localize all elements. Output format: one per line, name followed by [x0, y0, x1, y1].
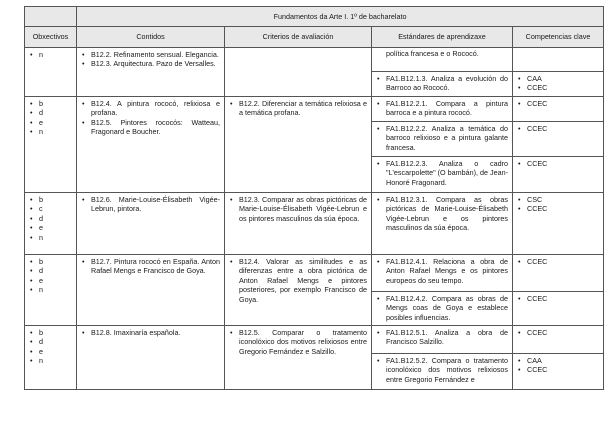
contido-item: • B12.2. Refinamento sensual. Elegancia.	[81, 50, 220, 59]
competencia-list	[517, 328, 599, 337]
competencia-item: • CAA	[517, 356, 599, 365]
contido-item: • B12.5. Pintores rococós: Watteau, Fragonard e Boucher.	[81, 118, 220, 137]
competencias-cell	[513, 48, 604, 72]
competencia-list	[517, 294, 599, 303]
obxectivo-item: • b	[29, 99, 72, 108]
contidos-cell	[77, 255, 225, 326]
obxectivo-item: • n	[29, 233, 72, 242]
header-estandares: Estándares de aprendizaxe	[372, 27, 513, 48]
table-title: Fundamentos da Arte I. 1º de bacharelato	[77, 7, 604, 27]
competencia-list	[517, 257, 599, 266]
header-criterios: Criterios de avaliación	[225, 27, 372, 48]
criterio-list	[229, 257, 367, 304]
competencia-list	[517, 195, 599, 214]
obxectivo-item: • e	[29, 118, 72, 127]
obxectivo-item: • n	[29, 285, 72, 294]
obxectivo-item: • e	[29, 223, 72, 232]
contido-list	[81, 99, 220, 137]
competencia-list	[517, 159, 599, 168]
contido-item: • B12.6. Marie-Louise-Élisabeth Vigée-Lebrun, pintora.	[81, 195, 220, 214]
competencia-list	[517, 99, 599, 108]
header-obxectivos: Obxectivos	[25, 27, 77, 48]
competencias-cell	[513, 354, 604, 390]
contido-item: • B12.3. Arquitectura. Pazo de Versalles.	[81, 59, 220, 68]
estandar-item: • FA1.B12.5.2. Compara o tratamento iconolóxico dos motivos relixiosos entre Gregorio Fernández e	[376, 356, 508, 384]
obxectivo-list	[29, 50, 72, 59]
competencia-item: • CCEC	[517, 328, 599, 337]
criterios-cell	[225, 97, 372, 193]
competencia-item: • CCEC	[517, 124, 599, 133]
competencia-item: • CSC	[517, 195, 599, 204]
header-contidos: Contidos	[77, 27, 225, 48]
obxectivos-cell	[25, 326, 77, 390]
table-row	[25, 326, 604, 354]
obxectivo-item: • b	[29, 257, 72, 266]
criterio-item: • B12.5. Comparar o tratamento iconolóxico dos motivos relixiosos entre Gregorio Fernández e Salzillo.	[229, 328, 367, 356]
competencias-cell	[513, 255, 604, 292]
competencias-cell	[513, 97, 604, 122]
competencia-item: • CCEC	[517, 294, 599, 303]
competencia-item: • CCEC	[517, 204, 599, 213]
contidos-cell	[77, 48, 225, 97]
estandar-list	[376, 328, 508, 347]
estandar-list	[376, 99, 508, 118]
estandar-cell	[372, 72, 513, 97]
curriculum-table	[24, 6, 604, 390]
estandar-list	[376, 195, 508, 233]
competencia-list	[517, 74, 599, 93]
contido-list	[81, 257, 220, 276]
contidos-cell	[77, 97, 225, 193]
estandar-cell	[372, 354, 513, 390]
obxectivos-cell	[25, 193, 77, 255]
contido-list	[81, 50, 220, 69]
criterios-cell	[225, 326, 372, 390]
estandar-item: • FA1.B12.4.1. Relaciona a obra de Anton Rafael Mengs e os pintores europeos do seu tempo.	[376, 257, 508, 285]
obxectivo-item: • d	[29, 337, 72, 346]
estandar-cell	[372, 292, 513, 326]
estandar-cell	[372, 122, 513, 157]
estandar-list	[376, 74, 508, 93]
obxectivo-item: • c	[29, 204, 72, 213]
obxectivo-item: • b	[29, 195, 72, 204]
obxectivos-cell	[25, 255, 77, 326]
contidos-cell	[77, 326, 225, 390]
contido-item: • B12.7. Pintura rococó en España. Anton Rafael Mengs e Francisco de Goya.	[81, 257, 220, 276]
obxectivo-list	[29, 257, 72, 295]
estandar-list	[376, 159, 508, 187]
estandar-cell	[372, 97, 513, 122]
obxectivo-list	[29, 328, 72, 366]
estandar-cell	[372, 326, 513, 354]
estandar-cell	[372, 255, 513, 292]
estandar-cell	[372, 157, 513, 193]
estandar-item: • FA1.B12.3.1. Compara as obras pictóricas de Marie-Louise-Élisabeth Vigée-Lebrun e os pintores masculinos da súa época.	[376, 195, 508, 233]
table-row	[25, 193, 604, 255]
competencia-item: • CCEC	[517, 83, 599, 92]
competencias-cell	[513, 122, 604, 157]
obxectivo-item: • d	[29, 214, 72, 223]
estandar-list	[376, 257, 508, 285]
competencias-cell	[513, 193, 604, 255]
curriculum-table-page	[24, 6, 604, 390]
competencias-cell	[513, 326, 604, 354]
criterio-list	[229, 99, 367, 118]
competencia-item: • CCEC	[517, 159, 599, 168]
obxectivo-item: • e	[29, 347, 72, 356]
criterio-list	[229, 328, 367, 356]
table-row	[25, 97, 604, 122]
obxectivo-item: • d	[29, 108, 72, 117]
criterio-item: • B12.4. Valorar as similitudes e as diferenzas entre a obra pictórica de Anton Rafael Mengs e pintores posteriores, por exemplo Francisco de Goya.	[229, 257, 367, 304]
contido-item: • B12.4. A pintura rococó, relixiosa e profana.	[81, 99, 220, 118]
contido-item: • B12.8. Imaxinaría española.	[81, 328, 220, 337]
obxectivo-list	[29, 99, 72, 137]
table-row	[25, 48, 604, 72]
obxectivo-item: • n	[29, 50, 72, 59]
obxectivo-item: • n	[29, 127, 72, 136]
estandar-item: • FA1.B12.5.1. Analiza a obra de Francisco Salzillo.	[376, 328, 508, 347]
obxectivo-item: • e	[29, 276, 72, 285]
competencia-item: • CCEC	[517, 365, 599, 374]
estandar-continuation-text: política francesa e o Rococó.	[386, 49, 479, 58]
estandar-item: • FA1.B12.2.3. Analiza o cadro "L'escarpolette" (O bambán), de Jean-Honoré Fragonard.	[376, 159, 508, 187]
blank-corner-cell	[25, 7, 77, 27]
estandar-cell	[372, 48, 513, 72]
contido-list	[81, 328, 220, 337]
obxectivo-item: • d	[29, 266, 72, 275]
estandar-item: • FA1.B12.2.2. Analiza a temática do barroco relixioso e a pintura galante francesa.	[376, 124, 508, 152]
header-competencias: Competencias clave	[513, 27, 604, 48]
competencia-item: • CCEC	[517, 99, 599, 108]
estandar-item: • FA1.B12.4.2. Compara as obras de Mengs coas de Goya e establece posibles influencias.	[376, 294, 508, 322]
competencias-cell	[513, 72, 604, 97]
contidos-cell	[77, 193, 225, 255]
criterio-item: • B12.2. Diferenciar a temática relixiosa e a temática profana.	[229, 99, 367, 118]
estandar-list	[376, 294, 508, 322]
estandar-list	[376, 124, 508, 152]
criterio-list	[229, 195, 367, 223]
competencias-cell	[513, 292, 604, 326]
competencia-list	[517, 356, 599, 375]
table-row	[25, 255, 604, 292]
obxectivo-list	[29, 195, 72, 242]
competencias-cell	[513, 157, 604, 193]
criterios-cell	[225, 255, 372, 326]
estandar-list	[376, 356, 508, 384]
contido-list	[81, 195, 220, 214]
obxectivos-cell	[25, 97, 77, 193]
competencia-list	[517, 124, 599, 133]
criterios-cell	[225, 193, 372, 255]
competencia-item: • CCEC	[517, 257, 599, 266]
criterios-cell	[225, 48, 372, 97]
estandar-item: • FA1.B12.1.3. Analiza a evolución do Barroco ao Rococó.	[376, 74, 508, 93]
criterio-item: • B12.3. Comparar as obras pictóricas de Marie-Louise-Élisabeth Vigée-Lebrun e os pintores masculinos da súa época.	[229, 195, 367, 223]
estandar-item: • FA1.B12.2.1. Compara a pintura barroca e a pintura rococó.	[376, 99, 508, 118]
obxectivos-cell	[25, 48, 77, 97]
obxectivo-item: • b	[29, 328, 72, 337]
table-body	[25, 48, 604, 390]
obxectivo-item: • n	[29, 356, 72, 365]
competencia-item: • CAA	[517, 74, 599, 83]
estandar-cell	[372, 193, 513, 255]
